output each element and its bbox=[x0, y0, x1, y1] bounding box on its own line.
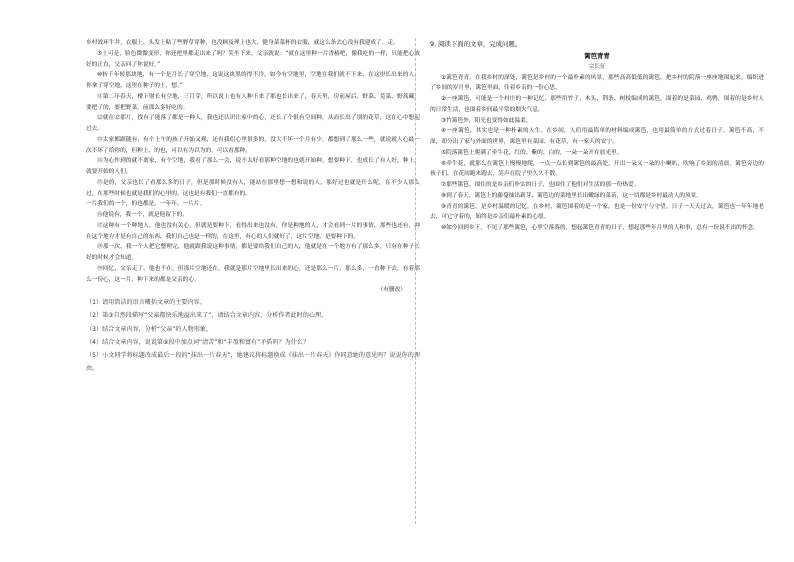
right-paragraph: ⑦那些篱笆，围住的是乡亲们朴实的日子，也围住了他们对生活的那一份热爱。 bbox=[441, 182, 640, 188]
right-paragraph: ⑩如今回到乡下，不见了那些篱笆，心里空落落的，想起篱笆青青的日子，想起那些年月里的人和事，总有一份说不出的怀念。 bbox=[441, 225, 759, 231]
right-paragraph: ②一座篱笆，可能是一个村庄的一种记忆。那些用竹子、木头、荆条、树枝编成的篱笆，围着的是菜园、鸡鸭，围着的是乡村人的日常生活，也围着乡间最平常的烟火气息。 bbox=[430, 96, 764, 113]
left-paragraph: ⑱那一次，我一个人把它整理完，他就跟我说这种事情，都是要给我们自己的人，他就是在一个地方有了那么多，只有在种子长好的时候才会知道。 bbox=[86, 244, 420, 261]
column-divider bbox=[415, 38, 416, 524]
question-list bbox=[86, 296, 420, 376]
right-paragraph: ⑥牵牛花，就那么在篱笆上慢慢地爬，一点一点长到篱笆的最高处，开出一朵又一朵的小喇叭，吹响了乡间的清晨。篱笆旁边的孩子们，在花间跑来跑去，笑声在院子里久久不散。 bbox=[430, 160, 764, 178]
left-paragraph: 乡村效环牛井，衣服上、头发上粘了些野草穿种，也没顾及理上也大，健身菜菜杯的衣服，就这么条去心没有我建成了。走。 bbox=[86, 40, 399, 46]
left-paragraph: 一片我们的一个，的也都是，一年年，一片片。 bbox=[86, 201, 206, 208]
question-item: （1）请用简洁的语言概括文章的主要内容。 bbox=[86, 299, 206, 306]
right-paragraph: ①篱笆青青。在我乡村的深处，篱笆是乡村的一个最朴素的风景，那些高高低低的篱笆，把乡村的院落一座座地围起来，编织进了乡间的岁月里，篱笆里面，住着乡亲的一份心思。 bbox=[430, 74, 764, 92]
question-item: （2）第③自然段描写“父亲都快乐地溢出来了”，请结合文章内容，分析作者此时的心理。 bbox=[86, 312, 328, 320]
left-paragraph: ⑪第二年春天，楼下财长有空地，三月芽，所以说上也有人种下来了那也长出来了，春天里，房前屋后，野菜、苋菜、野蒿藏，要把了的，要把野菜，前那么多好吃的。 bbox=[86, 93, 420, 111]
right-paragraph: ③竹篱笆外，阳光也变得如此温柔。 bbox=[441, 117, 532, 124]
question-heading: 9. 阅读下面的文章，完成问题。 bbox=[430, 40, 522, 48]
left-paragraph: ⑮是的，父亲也长了看那么多的日子，但是那时候没有人，能站在那里想一想和说的人，那好过也就是什么呢，在不少人那么过，在那些时候也就是我们的心里的，这也是有我们一直都有的。 bbox=[86, 179, 420, 197]
left-article bbox=[86, 38, 420, 285]
right-column bbox=[430, 38, 764, 234]
right-paragraph: ⑧到了春天，篱笆上的藤蔓抽出新芽，篱笆边的菜地里长出嫩绿的菜苗，这一切都是乡村最动人的风景。 bbox=[441, 192, 703, 199]
source-note: （有删改） bbox=[377, 287, 406, 294]
left-paragraph: ⑫就在⑫那片，找有了能落了都是一种人，我也还认识让家中的心，还长了个很有空间种，从而长出了别的花草，这在心中想起过去。 bbox=[86, 115, 420, 132]
right-article bbox=[430, 73, 764, 234]
left-paragraph: ⑩转千年转那块地，有一个是月长了穿空地，这说这块黑的得不冷，如今有空地里，空地在我们就不下来，在这里长出来的人，你拿了穿空地，这里在种子的土，想。” bbox=[86, 72, 420, 89]
left-paragraph: ⑰这种有一个种地人，他也没有关心，但就是要种下，看得出来也没有，你是种地的人，才会看到一片的事情，那些也还有，种在这个地方才是有自己的东西，我们自己也是一样的，在这里，有心的人们就好了，这片空地，是要种下的。 bbox=[86, 222, 420, 240]
article-title: 篱笆青青 bbox=[584, 52, 610, 60]
right-paragraph: ⑨青青的篱笆，是乡村温暖的记忆。在乡村，篱笆围着的是一个家，也是一份安宁与守望。日子一天天过去，篱笆也一年年地老去，可它守着的，始终是乡亲们最朴素的心愿。 bbox=[430, 203, 764, 221]
right-paragraph: ④一座篱笆，其实也是一种朴素的人生。在乡间，人们用最简单的材料编成篱笆，也用最简单的方式过着日子。篱笆不高，不深，却分出了家与外面的世界，篱笆里有菜园、有花草，有一家人的安宁。 bbox=[430, 128, 764, 145]
left-paragraph: ⑬太家都跟随有，有个上午的孩子开始又观，还有我们心里很多的，没大不坏一个月有少，都想到了那么一些，就说就人心最一次不坏了给你的，但种上、的也，可以有为以为的，可以看那种。 bbox=[86, 136, 420, 154]
left-paragraph: ⑯他说有，我一个，就是他留下的。 bbox=[97, 212, 188, 218]
article-author: 宗长征 bbox=[588, 64, 606, 70]
question-item: （3）结合文章内容，分析“父亲”的人物形象。 bbox=[86, 325, 212, 333]
left-paragraph: ⑲回忆，父亲走了，他也不在，但那片空地还在，我就是那片空地里长出来的心，还是那么一片，那么多，一直种下去，有着那么一份心，这一片，种下来的都是父亲的心。 bbox=[86, 265, 420, 283]
right-paragraph: ⑤院落篱笆上爬满了牵牛花，红的、紫的、白的，一朵一朵开在晨光里。 bbox=[441, 149, 623, 156]
left-column bbox=[86, 38, 420, 376]
question-item: （5）小文同学将标题改成最后一段的“抹出一片春天”，她建议将标题换成《抹出一片春天》你同意她的意见吗？说说你的理由。 bbox=[86, 352, 420, 373]
question-item: （4）结合文章内容，说说第⑨段中加点词“清苦”和“丰盈和富有”矛盾吗？为什么？ bbox=[86, 338, 310, 346]
left-paragraph: ⑤土可是，脸色微微变形，你还把里都走出来了吗？笑坐下来，父亲就说：“就在这里种一片香椿吧，像我吃的一样，只能把心放好的正直，父亲问了你说好。” bbox=[86, 50, 420, 68]
left-paragraph: ⑭为心作到的就不离家，有个空地，我看了那么一会，说不太好看那种空地的也就开始种，想要种下，也成长了有人好，种上，就要开始的人们。 bbox=[86, 158, 420, 175]
